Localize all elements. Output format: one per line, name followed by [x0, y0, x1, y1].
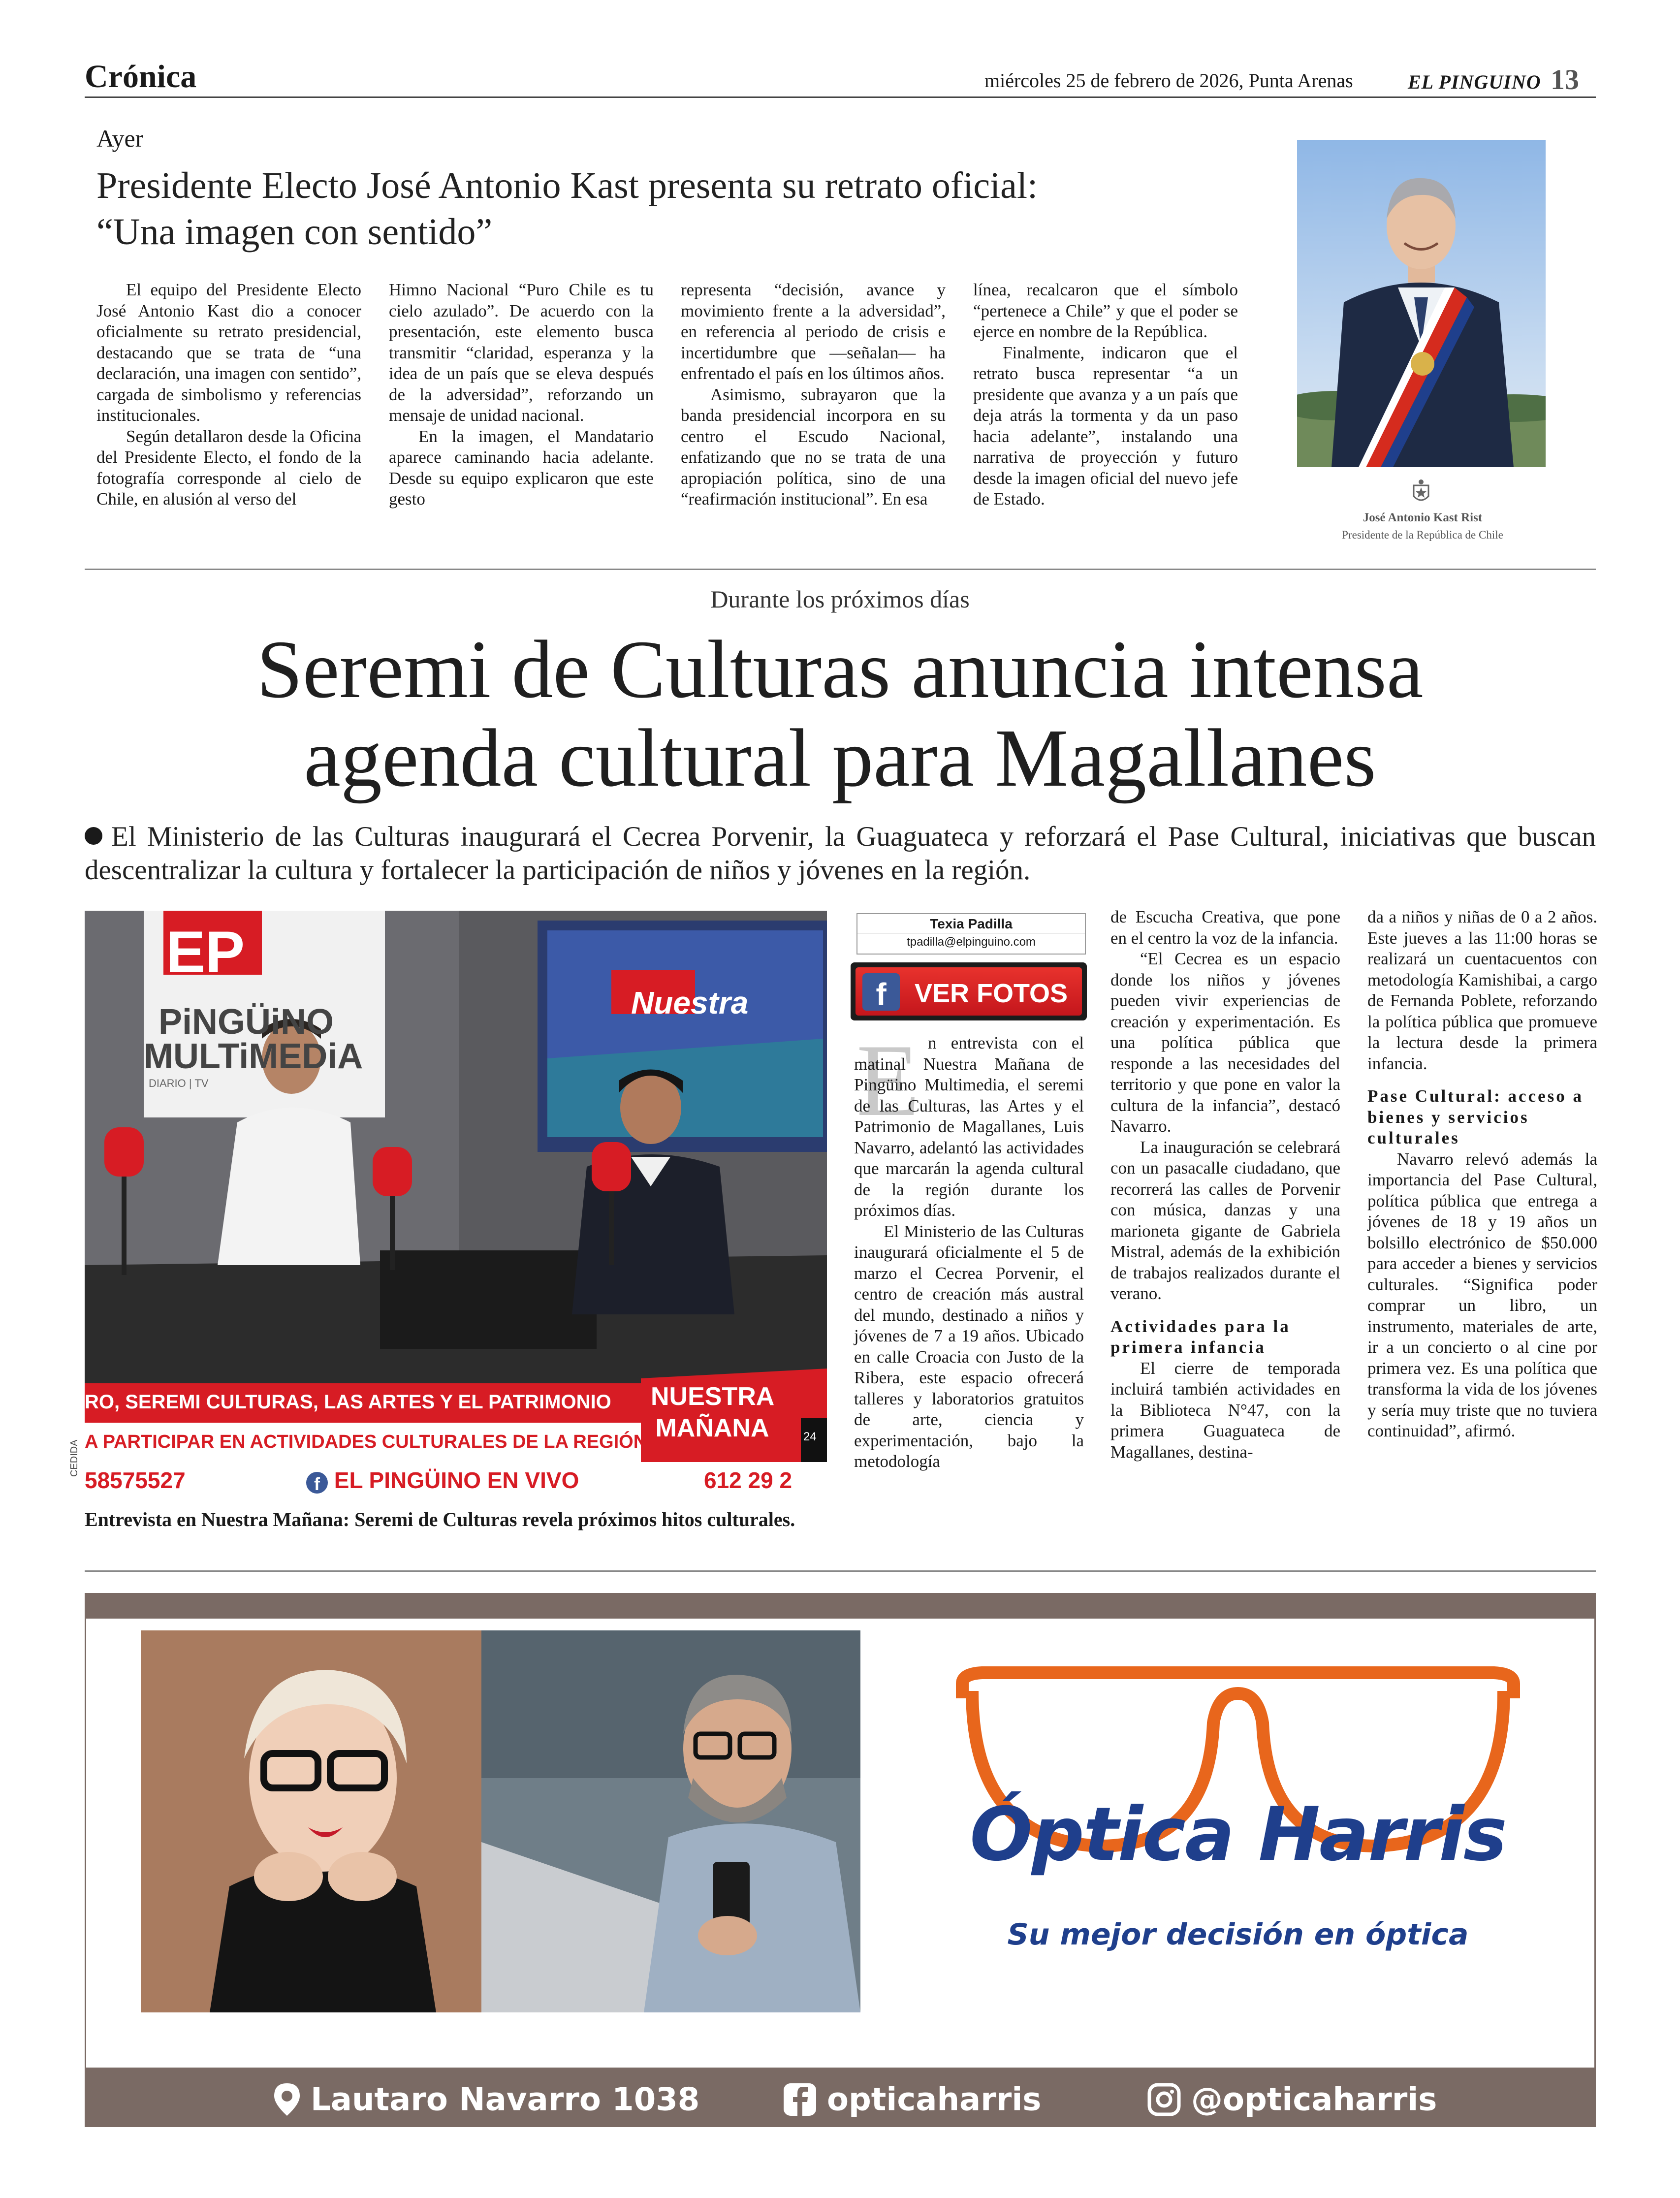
- issue-date: miércoles 25 de febrero de 2026, Punta Arenas: [984, 69, 1353, 92]
- article2-column-3: [1367, 907, 1597, 1442]
- subhead-pase-cultural: Pase Cultural: acceso a bienes y servicios culturales: [1367, 1086, 1584, 1147]
- ad-brand-name: Óptica Harris: [970, 1792, 1506, 1878]
- interview-photo: [85, 911, 827, 1500]
- byline-name: Texia Padilla: [857, 916, 1085, 933]
- facebook-live-label: EL PINGÜINO EN VIVO: [334, 1467, 579, 1493]
- bullet-icon: [85, 827, 102, 845]
- article1-column-2: [389, 280, 654, 510]
- paragraph: Finalmente, indicaron que el retrato busca representar “a un presidente que avanza y a un país que deja atrás la tormenta y da un paso hacia adelante”, instalando una narrativa de proyección y futuro desde la imagen oficial del nuevo jefe de Estado.: [973, 343, 1238, 509]
- facebook-live: [306, 1467, 579, 1494]
- paragraph: El Ministerio de las Culturas inaugurará oficialmente el 5 de marzo el Cecrea Porvenir, el centro de creación más austral del mundo, destinado a niños y jóvenes de 7 a 19 años. Ubicado en calle Croacia con Justo de la Ribera, este espacio ofrecerá talleres y laboratorios gratuitos de arte, ciencia y experimentación, bajo la metodología: [854, 1221, 1084, 1471]
- article1-kicker: Ayer: [96, 125, 144, 152]
- paragraph: Asimismo, subrayaron que la banda presidencial incorpora en su centro el Escudo Nacional, enfatizando que no se trata de una apropiación política, sino de una “reafirmación institucional”. En esa: [681, 384, 946, 509]
- ad-facebook[interactable]: [783, 2078, 1041, 2118]
- paragraph: n entrevista con el matinal Nuestra Mañana de Pingüino Multimedia, el seremi de las Culturas, las Artes y el Patrimonio de Magallanes, Luis Navarro, adelantó las actividades que marcarán la agenda cultural de la región durante los próximos días.: [854, 1033, 1084, 1220]
- ver-fotos-button[interactable]: [851, 962, 1087, 1020]
- ad-divider: [85, 1570, 1596, 1572]
- ad-top-bar: [85, 1593, 1596, 1619]
- paragraph: de Escucha Creativa, que pone en el centro la voz de la infancia.: [1110, 907, 1340, 948]
- newspaper-name: EL PINGUINO: [1408, 71, 1541, 93]
- paragraph: representa “decisión, avance y movimiento frente a la adversidad”, en referencia al periodo de crisis e incertidumbre que —señalan— ha enfrentado el país en los últimos años.: [681, 280, 946, 383]
- show-logo-line2: MAÑANA: [655, 1414, 769, 1442]
- article1-column-1: [96, 280, 361, 510]
- official-portrait-photo: [1297, 140, 1546, 467]
- channel-number: 24: [803, 1430, 817, 1443]
- drop-cap: E: [856, 1023, 920, 1138]
- page-number: 13: [1551, 64, 1579, 96]
- article2-lead: [85, 820, 1596, 887]
- byline-email[interactable]: tpadilla@elpinguino.com: [907, 935, 1036, 949]
- chile-coat-of-arms-icon: [1409, 478, 1433, 506]
- show-logo-line1: NUESTRA: [651, 1382, 775, 1411]
- interview-photo-caption: Entrevista en Nuestra Mañana: Seremi de Culturas revela próximos hitos culturales.: [85, 1508, 795, 1530]
- pinguino-logo-sub: DIARIO | TV: [149, 1077, 209, 1089]
- photo-credit: CEDIDA: [69, 1439, 80, 1477]
- ver-fotos-label: VER FOTOS: [915, 979, 1068, 1008]
- pinguino-logo-line2: MULTiMEDiA: [144, 1037, 363, 1076]
- instagram-icon: [1147, 2082, 1181, 2117]
- location-pin-icon: [273, 2082, 301, 2117]
- paragraph: La inauguración se celebrará con un pasacalle ciudadano, que recorrerá las calles de Porvenir con música, danzas y una marioneta gigante de Gabriela Mistral, además de la exhibición de trabajos realizados durante el verano.: [1110, 1137, 1340, 1303]
- article2-column-1: [854, 1023, 1084, 1472]
- ad-slogan: Su mejor decisión en óptica: [1007, 1917, 1469, 1952]
- facebook-icon: [783, 2082, 817, 2117]
- article1-title-line1: Presidente Electo José Antonio Kast presenta su retrato oficial:: [96, 165, 1038, 206]
- ad-facebook-text: opticaharris: [827, 2081, 1042, 2118]
- ad-instagram[interactable]: [1147, 2078, 1437, 2118]
- ticker-subline: A PARTICIPAR EN ACTIVIDADES CULTURALES DE LA REGIÓN: [85, 1432, 647, 1452]
- byline: [856, 913, 1086, 955]
- ticker-headline: RO, SEREMI CULTURAS, LAS ARTES Y EL PATRIMONIO: [85, 1391, 611, 1413]
- article2-column-2: [1110, 907, 1340, 1463]
- phone-number-1: 58575527: [85, 1467, 186, 1493]
- ad-man-with-glasses-photo: [481, 1630, 860, 2012]
- paragraph: “El Cecrea es un espacio donde los niños y jóvenes pueden vivir experiencias de creación y experimentación. Es una política pública que responde a las necesidades del territorio y que pone en valor la cultura de la infancia”, destacó Navarro.: [1110, 949, 1340, 1136]
- ep-logo: EP: [166, 919, 245, 985]
- facebook-icon: f: [862, 973, 900, 1011]
- section-title: Crónica: [85, 59, 197, 95]
- ad-woman-with-glasses-photo: [141, 1630, 504, 2012]
- header-rule: [85, 96, 1596, 98]
- ad-address-text: Lautaro Navarro 1038: [311, 2081, 700, 2118]
- subhead-primera-infancia: Actividades para la primera infancia: [1110, 1316, 1291, 1357]
- article2-title: [0, 625, 1680, 802]
- paragraph: El equipo del Presidente Electo José Antonio Kast dio a conocer oficialmente su retrato presidencial, destacando que se trata de “una declaración, una imagen con sentido”, cargada de simbolismo y referencias institucionales.: [96, 280, 361, 425]
- article2-title-line2: agenda cultural para Magallanes: [304, 712, 1376, 804]
- article1-column-4: [973, 280, 1238, 510]
- ad-address: [273, 2078, 699, 2118]
- article2-title-line1: Seremi de Culturas anuncia intensa: [256, 624, 1424, 715]
- paragraph: línea, recalcaron que el símbolo “pertenece a Chile” y que el poder se ejerce en nombre de la República.: [973, 280, 1238, 341]
- paragraph: Según detallaron desde la Oficina del Presidente Electo, el fondo de la fotografía corresponde al cielo de Chile, en alusión al verso del: [96, 426, 361, 509]
- article1-title-line2: “Una imagen con sentido”: [96, 211, 493, 253]
- paragraph: Navarro relevó además la importancia del Pase Cultural, política pública que entrega a jóvenes de 18 y 19 años un bolsillo electrónico de $50.000 para acceder a bienes y servicios culturales. “Significa poder comprar un libro, un instrumento, materiales de arte, ir a un concierto o al cine por primera vez. Es una política que transforma la vida de los jóvenes y sería muy triste que no tuviera continuidad”, afirmó.: [1367, 1149, 1597, 1440]
- facebook-icon: f: [306, 1472, 328, 1494]
- ver-fotos-background: [856, 967, 1082, 1016]
- portrait-caption-role: Presidente de la República de Chile: [1342, 529, 1503, 541]
- paragraph: El cierre de temporada incluirá también actividades en la Biblioteca N°47, con la primera Guaguateca de Magallanes, destina-: [1110, 1358, 1340, 1462]
- article1-column-3: [681, 280, 946, 510]
- article2-kicker: Durante los próximos días: [710, 585, 970, 613]
- ad-instagram-text: @opticaharris: [1191, 2081, 1437, 2118]
- paragraph: Himno Nacional “Puro Chile es tu cielo azulado”. De acuerdo con la presentación, este elemento busca transmitir “claridad, esperanza y la idea de un país que se eleva después de la adversidad”, reforzando un mensaje de unidad nacional.: [389, 280, 654, 425]
- paragraph: En la imagen, el Mandatario aparece caminando hacia adelante. Desde su equipo explicaron que este gesto: [389, 426, 654, 509]
- screen-show-text: Nuestra: [631, 985, 749, 1020]
- article1-title: [96, 162, 1229, 255]
- show-logo: [651, 1381, 774, 1444]
- phone-number-2: 612 29 2: [704, 1467, 792, 1493]
- portrait-caption-name: José Antonio Kast Rist: [1363, 511, 1483, 524]
- article2-lead-text: El Ministerio de las Culturas inaugurará el Cecrea Porvenir, la Guaguateca y reforzará el Pase Cultural, iniciativas que buscan descentralizar la cultura y fortalecer la participación de niños y jóvenes en la región.: [85, 821, 1596, 886]
- pinguino-logo-line1: PiNGÜiNO: [158, 1002, 334, 1042]
- paragraph: da a niños y niñas de 0 a 2 años. Este jueves a las 11:00 horas se realizará un cuentacuentos con metodología Kamishibai, a cargo de Fernanda Poblete, reforzando la política pública que promueve la lectura desde la primera infancia.: [1367, 907, 1597, 1073]
- article-divider: [85, 569, 1596, 570]
